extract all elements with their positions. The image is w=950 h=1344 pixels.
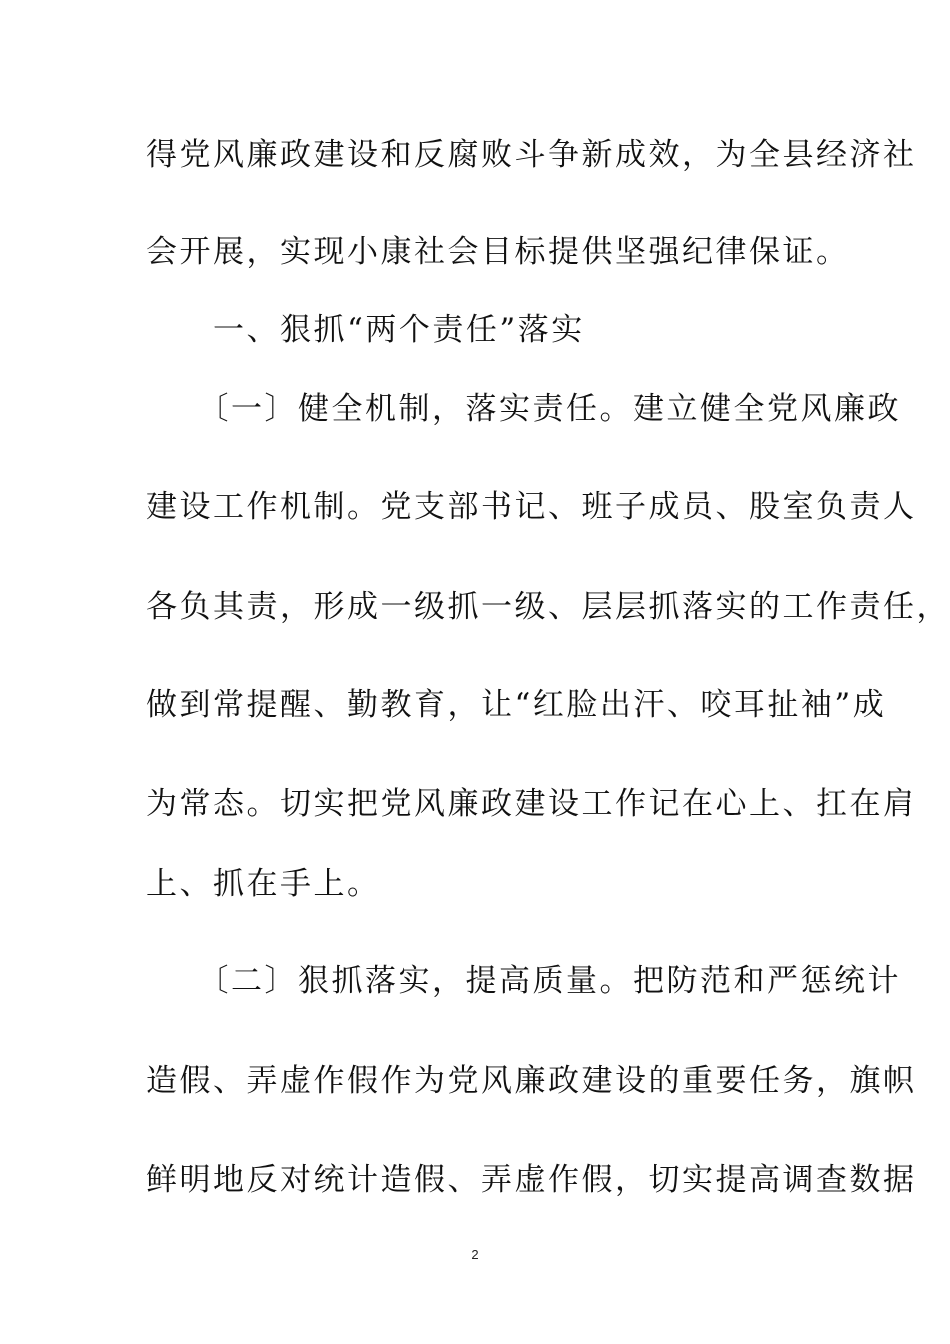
page-number: 2 bbox=[471, 1247, 479, 1262]
text-line: 〔二〕狠抓落实，提高质量。把防范和严惩统计 bbox=[146, 963, 901, 999]
text-line: 各负其责，形成一级抓一级、层层抓落实的工作责任， bbox=[146, 589, 950, 625]
text-line: 做到常提醒、勤教育，让“红脸出汗、咬耳扯袖”成 bbox=[146, 687, 887, 723]
text-line: 上、抓在手上。 bbox=[146, 866, 381, 902]
section-heading: 一、狠抓“两个责任”落实 bbox=[146, 312, 585, 348]
text-line: 造假、弄虚作假作为党风廉政建设的重要任务，旗帜 bbox=[146, 1063, 917, 1099]
text-line: 得党风廉政建设和反腐败斗争新成效，为全县经济社 bbox=[146, 137, 917, 173]
text-line: 〔一〕健全机制，落实责任。建立健全党风廉政 bbox=[146, 391, 901, 427]
text-line: 建设工作机制。党支部书记、班子成员、股室负责人 bbox=[146, 489, 917, 525]
text-line: 为常态。切实把党风廉政建设工作记在心上、扛在肩 bbox=[146, 786, 917, 822]
text-line: 会开展，实现小康社会目标提供坚强纪律保证。 bbox=[146, 234, 850, 270]
text-line: 鲜明地反对统计造假、弄虚作假，切实提高调查数据 bbox=[146, 1162, 917, 1198]
